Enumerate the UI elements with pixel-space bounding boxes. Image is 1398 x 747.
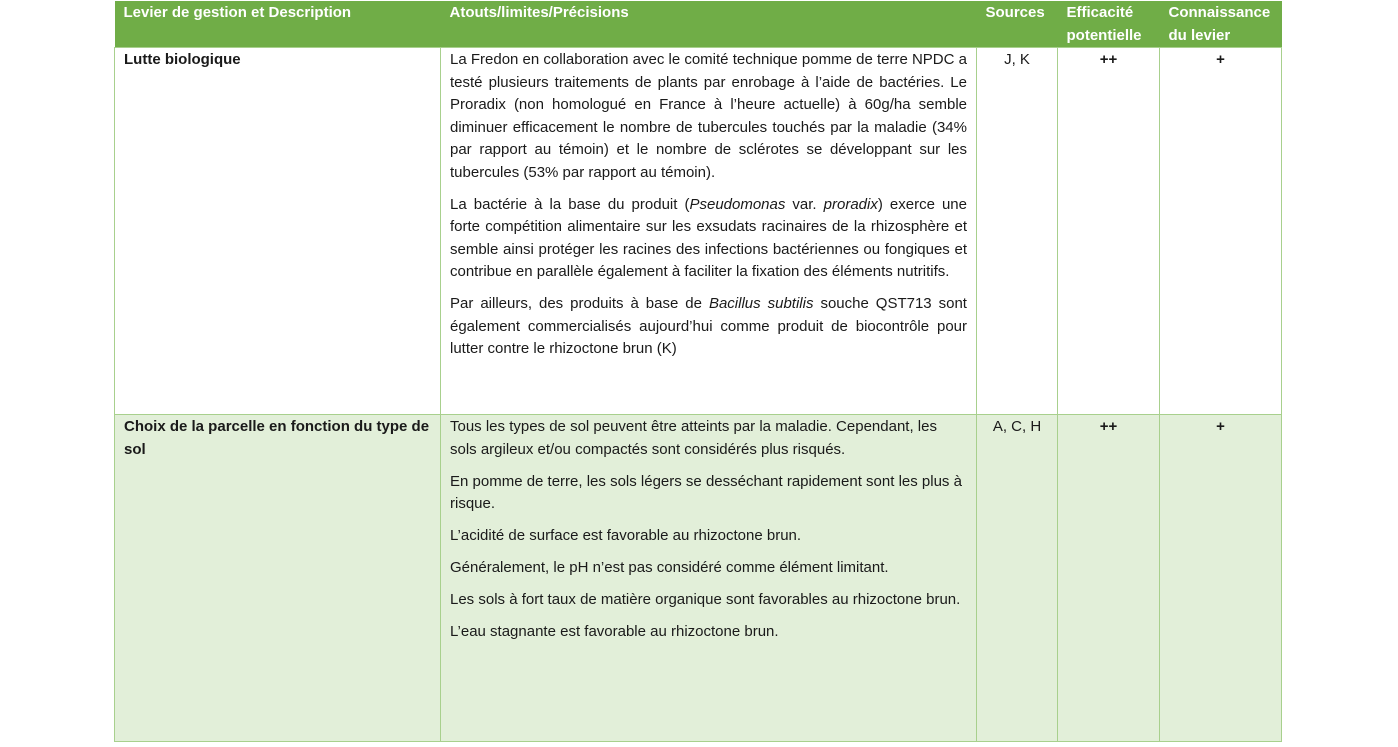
text-run: La bactérie à la base du produit ( (450, 195, 690, 213)
header-knowledge: Connaissance du levier (1160, 1, 1282, 48)
species-name: proradix (823, 195, 878, 213)
text-run: souche QST713 sont également commercialisés aujourd’hui comme produit de biocontrôle pour lutter contre le rhizoctone brun (K) (450, 295, 967, 357)
species-name: Bacillus subtilis (708, 295, 814, 312)
lever-name: Lutte biologique (115, 48, 441, 415)
knowledge-cell: + (1160, 48, 1282, 415)
details-cell (441, 48, 977, 415)
detail-paragraph (450, 293, 967, 361)
header-sources: Sources (977, 1, 1058, 48)
details-cell (441, 415, 977, 742)
text-run: var. (785, 195, 824, 213)
header-efficacy: Efficacité potentielle (1058, 1, 1160, 48)
table-body (115, 48, 1282, 742)
header-row (115, 1, 1282, 48)
header-lever: Levier de gestion et Description (115, 1, 441, 48)
detail-paragraph: L’eau stagnante est favorable au rhizoctone brun. (450, 623, 779, 640)
lever-name: Choix de la parcelle en fonction du type de sol (115, 415, 441, 742)
table-row (115, 415, 1282, 742)
management-levers-table (114, 1, 1282, 742)
detail-paragraph: En pomme de terre, les sols légers se desséchant rapidement sont les plus à risque. (450, 472, 962, 512)
detail-paragraph: L’acidité de surface est favorable au rhizoctone brun. (450, 527, 802, 544)
text-run: ) exerce une forte compétition alimentaire sur les exsudats racinaires de la rhizosphère et semble ainsi protéger les racines des infections bactériennes ou fongiques et contribue en parallèle également à faciliter la fixation des éléments nutritifs. (450, 195, 967, 280)
detail-paragraph: Généralement, le pH n’est pas considéré comme élément limitant. (450, 559, 889, 576)
efficacy-cell: ++ (1058, 415, 1160, 742)
efficacy-cell: ++ (1058, 48, 1160, 415)
text-run: Par ailleurs, des produits à base de (450, 295, 709, 312)
header-details: Atouts/limites/Précisions (441, 1, 977, 48)
detail-paragraph (450, 194, 967, 284)
detail-paragraph: Tous les types de sol peuvent être atteints par la maladie. Cependant, les sols argileux et/ou compactés sont considérés plus risqués. (450, 418, 937, 458)
detail-paragraph: La Fredon en collaboration avec le comité technique pomme de terre NPDC a testé plusieurs traitements de plants par enrobage à l’aide de bactéries. Le Proradix (non homologué en France à l’heure actuelle) à 60g/ha semble diminuer efficacement le nombre de tubercules touchés par la maladie (34% par rapport au témoin) et le nombre de sclérotes se développant sur les tubercules (53% par rapport au témoin). (450, 51, 967, 181)
table-row (115, 48, 1282, 415)
knowledge-cell: + (1160, 415, 1282, 742)
sources-cell: J, K (977, 48, 1058, 415)
species-name: Pseudomonas (689, 195, 786, 213)
sources-cell: A, C, H (977, 415, 1058, 742)
table-header (115, 1, 1282, 48)
detail-paragraph: Les sols à fort taux de matière organique sont favorables au rhizoctone brun. (450, 591, 961, 608)
